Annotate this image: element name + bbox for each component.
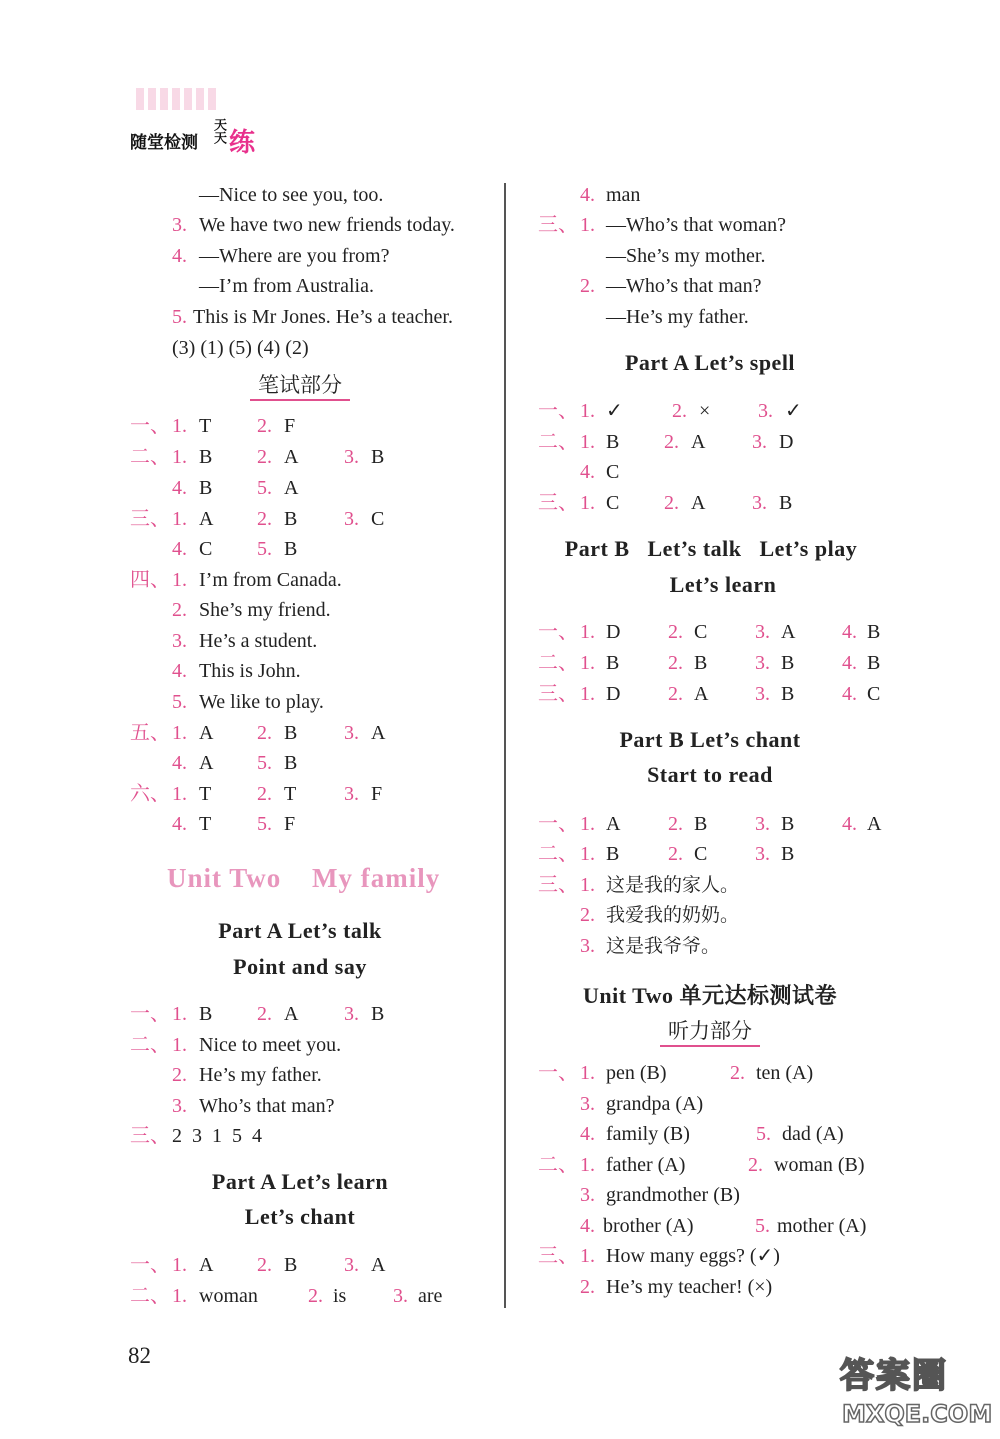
item-number: 4.: [172, 813, 187, 835]
item-number: 2.: [172, 1064, 187, 1086]
answer-line: Nice to meet you.: [199, 1034, 342, 1056]
item-number: 3.: [344, 446, 359, 468]
item-number: 1.: [580, 813, 595, 835]
item-number: 3.: [344, 783, 359, 805]
group-marker: 二、: [130, 446, 170, 468]
answer-value: B: [867, 621, 881, 643]
answer-value: C: [371, 508, 385, 530]
answer-value: T: [199, 783, 212, 805]
item-number: 5.: [257, 813, 272, 835]
item-number: 1.: [172, 569, 187, 591]
answer-line: This is John.: [199, 660, 301, 682]
answer-line: This is Mr Jones. He’s a teacher.: [193, 306, 453, 328]
item-number: 2.: [748, 1154, 763, 1176]
watermark: [840, 1348, 995, 1434]
group-marker: 三、: [538, 492, 578, 514]
item-number: 4.: [172, 477, 187, 499]
item-number: 2.: [730, 1062, 745, 1084]
answer-value: B: [284, 722, 298, 744]
item-number: 3.: [752, 431, 767, 453]
answer-value: B: [606, 431, 620, 453]
item-number: 4.: [580, 1215, 595, 1237]
test-title: Unit Two 单元达标测试卷: [582, 983, 838, 1008]
answer-value: A: [371, 722, 386, 744]
item-number: 1.: [580, 492, 595, 514]
answer-value: dad (A): [782, 1123, 844, 1145]
answer-value: C: [606, 492, 620, 514]
answer-line: (3) (1) (5) (4) (2): [172, 337, 309, 359]
answer-value: B: [694, 813, 708, 835]
group-marker: 三、: [538, 683, 578, 705]
answer-line: Who’s that man?: [199, 1095, 335, 1117]
answer-value: ×: [699, 400, 711, 422]
answer-line: —He’s my father.: [606, 306, 749, 328]
answer-value: B: [284, 538, 298, 560]
answer-value: A: [691, 492, 706, 514]
item-number: 4.: [172, 245, 187, 267]
answer-value: A: [694, 683, 709, 705]
item-number: 2.: [668, 652, 683, 674]
item-number: 1.: [172, 783, 187, 805]
item-number: 5.: [755, 1215, 770, 1237]
answer-value: B: [371, 446, 385, 468]
answer-value: B: [779, 492, 793, 514]
item-number: 1.: [172, 1285, 187, 1307]
item-number: 2.: [308, 1285, 323, 1307]
answer-value: ten (A): [756, 1062, 814, 1084]
answer-value: T: [199, 415, 212, 437]
answer-line: —Where are you from?: [199, 245, 390, 267]
watermark-logo: 答案圈: [840, 1356, 948, 1396]
item-number: 4.: [842, 813, 857, 835]
item-number: 2.: [257, 1003, 272, 1025]
group-marker: 二、: [130, 1285, 170, 1307]
item-number: 3.: [344, 508, 359, 530]
part-heading: Part B Let’s chant: [619, 727, 801, 752]
answer-value: A: [284, 1003, 299, 1025]
item-number: 3.: [755, 683, 770, 705]
item-number: 2.: [257, 415, 272, 437]
answer-line: —Who’s that woman?: [606, 214, 786, 236]
item-number: 2.: [580, 904, 595, 926]
item-number: 2.: [257, 1254, 272, 1276]
answer-line: How many eggs? (✓): [606, 1245, 780, 1267]
item-number: 2.: [257, 508, 272, 530]
answer-value: A: [867, 813, 882, 835]
item-number: 3.: [755, 621, 770, 643]
answer-value: D: [606, 683, 621, 705]
answer-value: is: [333, 1285, 347, 1307]
item-number: 4.: [172, 538, 187, 560]
item-number: 4.: [842, 652, 857, 674]
item-number: 5.: [172, 306, 187, 328]
item-number: 1.: [172, 508, 187, 530]
item-number: 1.: [580, 683, 595, 705]
group-marker: 三、: [130, 508, 170, 530]
item-number: 2.: [668, 683, 683, 705]
item-number: 1.: [580, 843, 595, 865]
brand-lian: 练: [229, 128, 256, 158]
item-number: 2.: [580, 1276, 595, 1298]
answer-value: ✓: [785, 400, 802, 422]
answer-value: A: [284, 446, 299, 468]
group-marker: 二、: [130, 1034, 170, 1056]
answer-value: B: [606, 843, 620, 865]
item-number: 4.: [842, 683, 857, 705]
item-number: 3.: [580, 1093, 595, 1115]
answer-value: brother (A): [603, 1215, 694, 1237]
group-marker: 三、: [130, 1125, 170, 1147]
item-number: 4.: [172, 660, 187, 682]
item-number: 2.: [664, 492, 679, 514]
answer-value: F: [371, 783, 383, 805]
answer-value: B: [781, 652, 795, 674]
answer-value: A: [781, 621, 796, 643]
item-number: 4.: [842, 621, 857, 643]
answer-line: He’s my teacher! (×): [606, 1276, 773, 1298]
answer-line: He’s my father.: [199, 1064, 322, 1086]
item-number: 3.: [755, 652, 770, 674]
answer-value: B: [284, 1254, 298, 1276]
answer-value: mother (A): [777, 1215, 867, 1237]
answer-value: A: [199, 1254, 214, 1276]
item-number: 4.: [580, 461, 595, 483]
answer-value: ✓: [606, 400, 623, 422]
group-marker: 五、: [130, 722, 170, 744]
item-number: 3.: [344, 1003, 359, 1025]
group-marker: 一、: [130, 415, 170, 437]
answer-line: —She’s my mother.: [606, 245, 766, 267]
group-marker: 四、: [130, 569, 170, 591]
answer-value: A: [199, 752, 214, 774]
item-number: 3.: [344, 722, 359, 744]
group-marker: 三、: [538, 874, 578, 896]
item-number: 2.: [668, 621, 683, 643]
answer-line: 这是我的家人。: [606, 874, 740, 896]
answer-value: woman (B): [774, 1154, 865, 1176]
header-decoration: [136, 88, 216, 110]
item-number: 1.: [172, 1034, 187, 1056]
item-number: 1.: [172, 446, 187, 468]
answer-value: B: [694, 652, 708, 674]
item-number: 3.: [580, 1184, 595, 1206]
item-number: 3.: [752, 492, 767, 514]
answer-value: A: [606, 813, 621, 835]
part-heading: Part A Let’s spell: [624, 350, 796, 375]
part-subheading: Let’s learn: [669, 572, 777, 597]
brand-tian: 天天: [211, 118, 226, 144]
item-number: 3.: [172, 1095, 187, 1117]
item-number: 2.: [672, 400, 687, 422]
answer-value: family (B): [606, 1123, 690, 1145]
answer-value: B: [606, 652, 620, 674]
item-number: 1.: [172, 1003, 187, 1025]
answer-value: B: [371, 1003, 385, 1025]
answer-value: B: [781, 843, 795, 865]
item-number: 5.: [257, 752, 272, 774]
item-number: 2.: [580, 275, 595, 297]
answer-line: She’s my friend.: [199, 599, 331, 621]
part-heading: Part B Let’s talk Let’s play: [564, 536, 858, 561]
part-subheading: Point and say: [233, 954, 367, 979]
item-number: 3.: [580, 935, 595, 957]
group-marker: 一、: [538, 400, 578, 422]
answer-line: —I’m from Australia.: [199, 275, 374, 297]
answer-line: grandmother (B): [606, 1184, 740, 1206]
group-marker: 六、: [130, 783, 170, 805]
item-number: 1.: [172, 722, 187, 744]
item-number: 1.: [580, 431, 595, 453]
item-number: 1.: [580, 1245, 595, 1267]
item-number: 5.: [257, 477, 272, 499]
item-number: 5.: [756, 1123, 771, 1145]
item-number: 2.: [172, 599, 187, 621]
answer-value: A: [199, 508, 214, 530]
answer-value: C: [867, 683, 881, 705]
answer-value: A: [284, 477, 299, 499]
answer-value: D: [606, 621, 621, 643]
answer-value: A: [691, 431, 706, 453]
part-subheading: Let’s chant: [244, 1204, 356, 1229]
item-number: 4.: [580, 184, 595, 206]
answer-value: C: [199, 538, 213, 560]
item-number: 3.: [758, 400, 773, 422]
group-marker: 一、: [130, 1254, 170, 1276]
item-number: 1.: [172, 1254, 187, 1276]
answer-value: A: [371, 1254, 386, 1276]
answer-value: F: [284, 415, 296, 437]
answer-value: B: [199, 446, 213, 468]
answer-value: B: [284, 508, 298, 530]
answer-line: We like to play.: [199, 691, 324, 713]
item-number: 5.: [172, 691, 187, 713]
answer-value: woman: [199, 1285, 258, 1307]
brand-title: 随堂检测: [130, 133, 198, 153]
item-number: 2.: [668, 843, 683, 865]
answer-line: grandpa (A): [606, 1093, 704, 1115]
answer-value: F: [284, 813, 296, 835]
answer-line: We have two new friends today.: [199, 214, 455, 236]
group-marker: 一、: [538, 621, 578, 643]
item-number: 4.: [580, 1123, 595, 1145]
answer-value: C: [694, 621, 708, 643]
item-number: 1.: [580, 621, 595, 643]
group-marker: 三、: [538, 214, 578, 236]
item-number: 1.: [580, 1154, 595, 1176]
group-marker: 二、: [538, 431, 578, 453]
section-title-written: 笔试部分: [230, 371, 370, 401]
unit-title-a: Unit Two: [167, 863, 282, 893]
answer-value: B: [199, 477, 213, 499]
section-title-listening: 听力部分: [640, 1017, 780, 1047]
group-marker: 二、: [538, 1154, 578, 1176]
watermark-url: MXQE.COM: [842, 1400, 993, 1428]
answer-line: 我爱我的奶奶。: [606, 904, 740, 926]
answer-value: B: [867, 652, 881, 674]
answer-value: are: [418, 1285, 443, 1307]
item-number: 3.: [172, 630, 187, 652]
answer-value: C: [694, 843, 708, 865]
group-marker: 一、: [538, 813, 578, 835]
answer-line: I’m from Canada.: [199, 569, 342, 591]
group-marker: 二、: [538, 843, 578, 865]
item-number: 1.: [580, 1062, 595, 1084]
answer-value: B: [199, 1003, 213, 1025]
item-number: 3.: [344, 1254, 359, 1276]
answer-value: pen (B): [606, 1062, 667, 1084]
answer-value: B: [284, 752, 298, 774]
item-number: 2.: [257, 722, 272, 744]
item-number: 1.: [580, 652, 595, 674]
group-marker: 一、: [130, 1003, 170, 1025]
item-number: 1.: [580, 400, 595, 422]
item-number: 1.: [580, 214, 595, 236]
unit-title-b: My family: [312, 863, 441, 893]
answer-value: B: [781, 813, 795, 835]
item-number: 2.: [257, 783, 272, 805]
answer-line: —Nice to see you, too.: [199, 184, 384, 206]
item-number: 3.: [755, 813, 770, 835]
item-number: 3.: [172, 214, 187, 236]
item-number: 3.: [393, 1285, 408, 1307]
item-number: 1.: [580, 874, 595, 896]
column-divider: [504, 183, 506, 1308]
answer-line: man: [606, 184, 641, 206]
item-number: 3.: [755, 843, 770, 865]
answer-value: A: [199, 722, 214, 744]
answer-line: —Who’s that man?: [606, 275, 762, 297]
answer-line: 这是我爷爷。: [606, 935, 721, 957]
group-marker: 一、: [538, 1062, 578, 1084]
item-number: 2.: [664, 431, 679, 453]
answer-value: father (A): [606, 1154, 686, 1176]
answer-value: C: [606, 461, 620, 483]
answer-value: B: [781, 683, 795, 705]
item-number: 2.: [257, 446, 272, 468]
answer-line: He’s a student.: [199, 630, 318, 652]
answer-value: D: [779, 431, 794, 453]
item-number: 1.: [172, 415, 187, 437]
group-marker: 三、: [538, 1245, 578, 1267]
group-marker: 二、: [538, 652, 578, 674]
answer-line: 2 3 1 5 4: [172, 1125, 262, 1147]
part-heading: Part A Let’s learn: [211, 1169, 389, 1194]
page-number: 82: [128, 1343, 151, 1368]
answer-value: T: [284, 783, 297, 805]
item-number: 4.: [172, 752, 187, 774]
item-number: 5.: [257, 538, 272, 560]
answer-value: T: [199, 813, 212, 835]
part-subheading: Start to read: [647, 762, 773, 787]
part-heading: Part A Let’s talk: [218, 918, 382, 943]
item-number: 2.: [668, 813, 683, 835]
